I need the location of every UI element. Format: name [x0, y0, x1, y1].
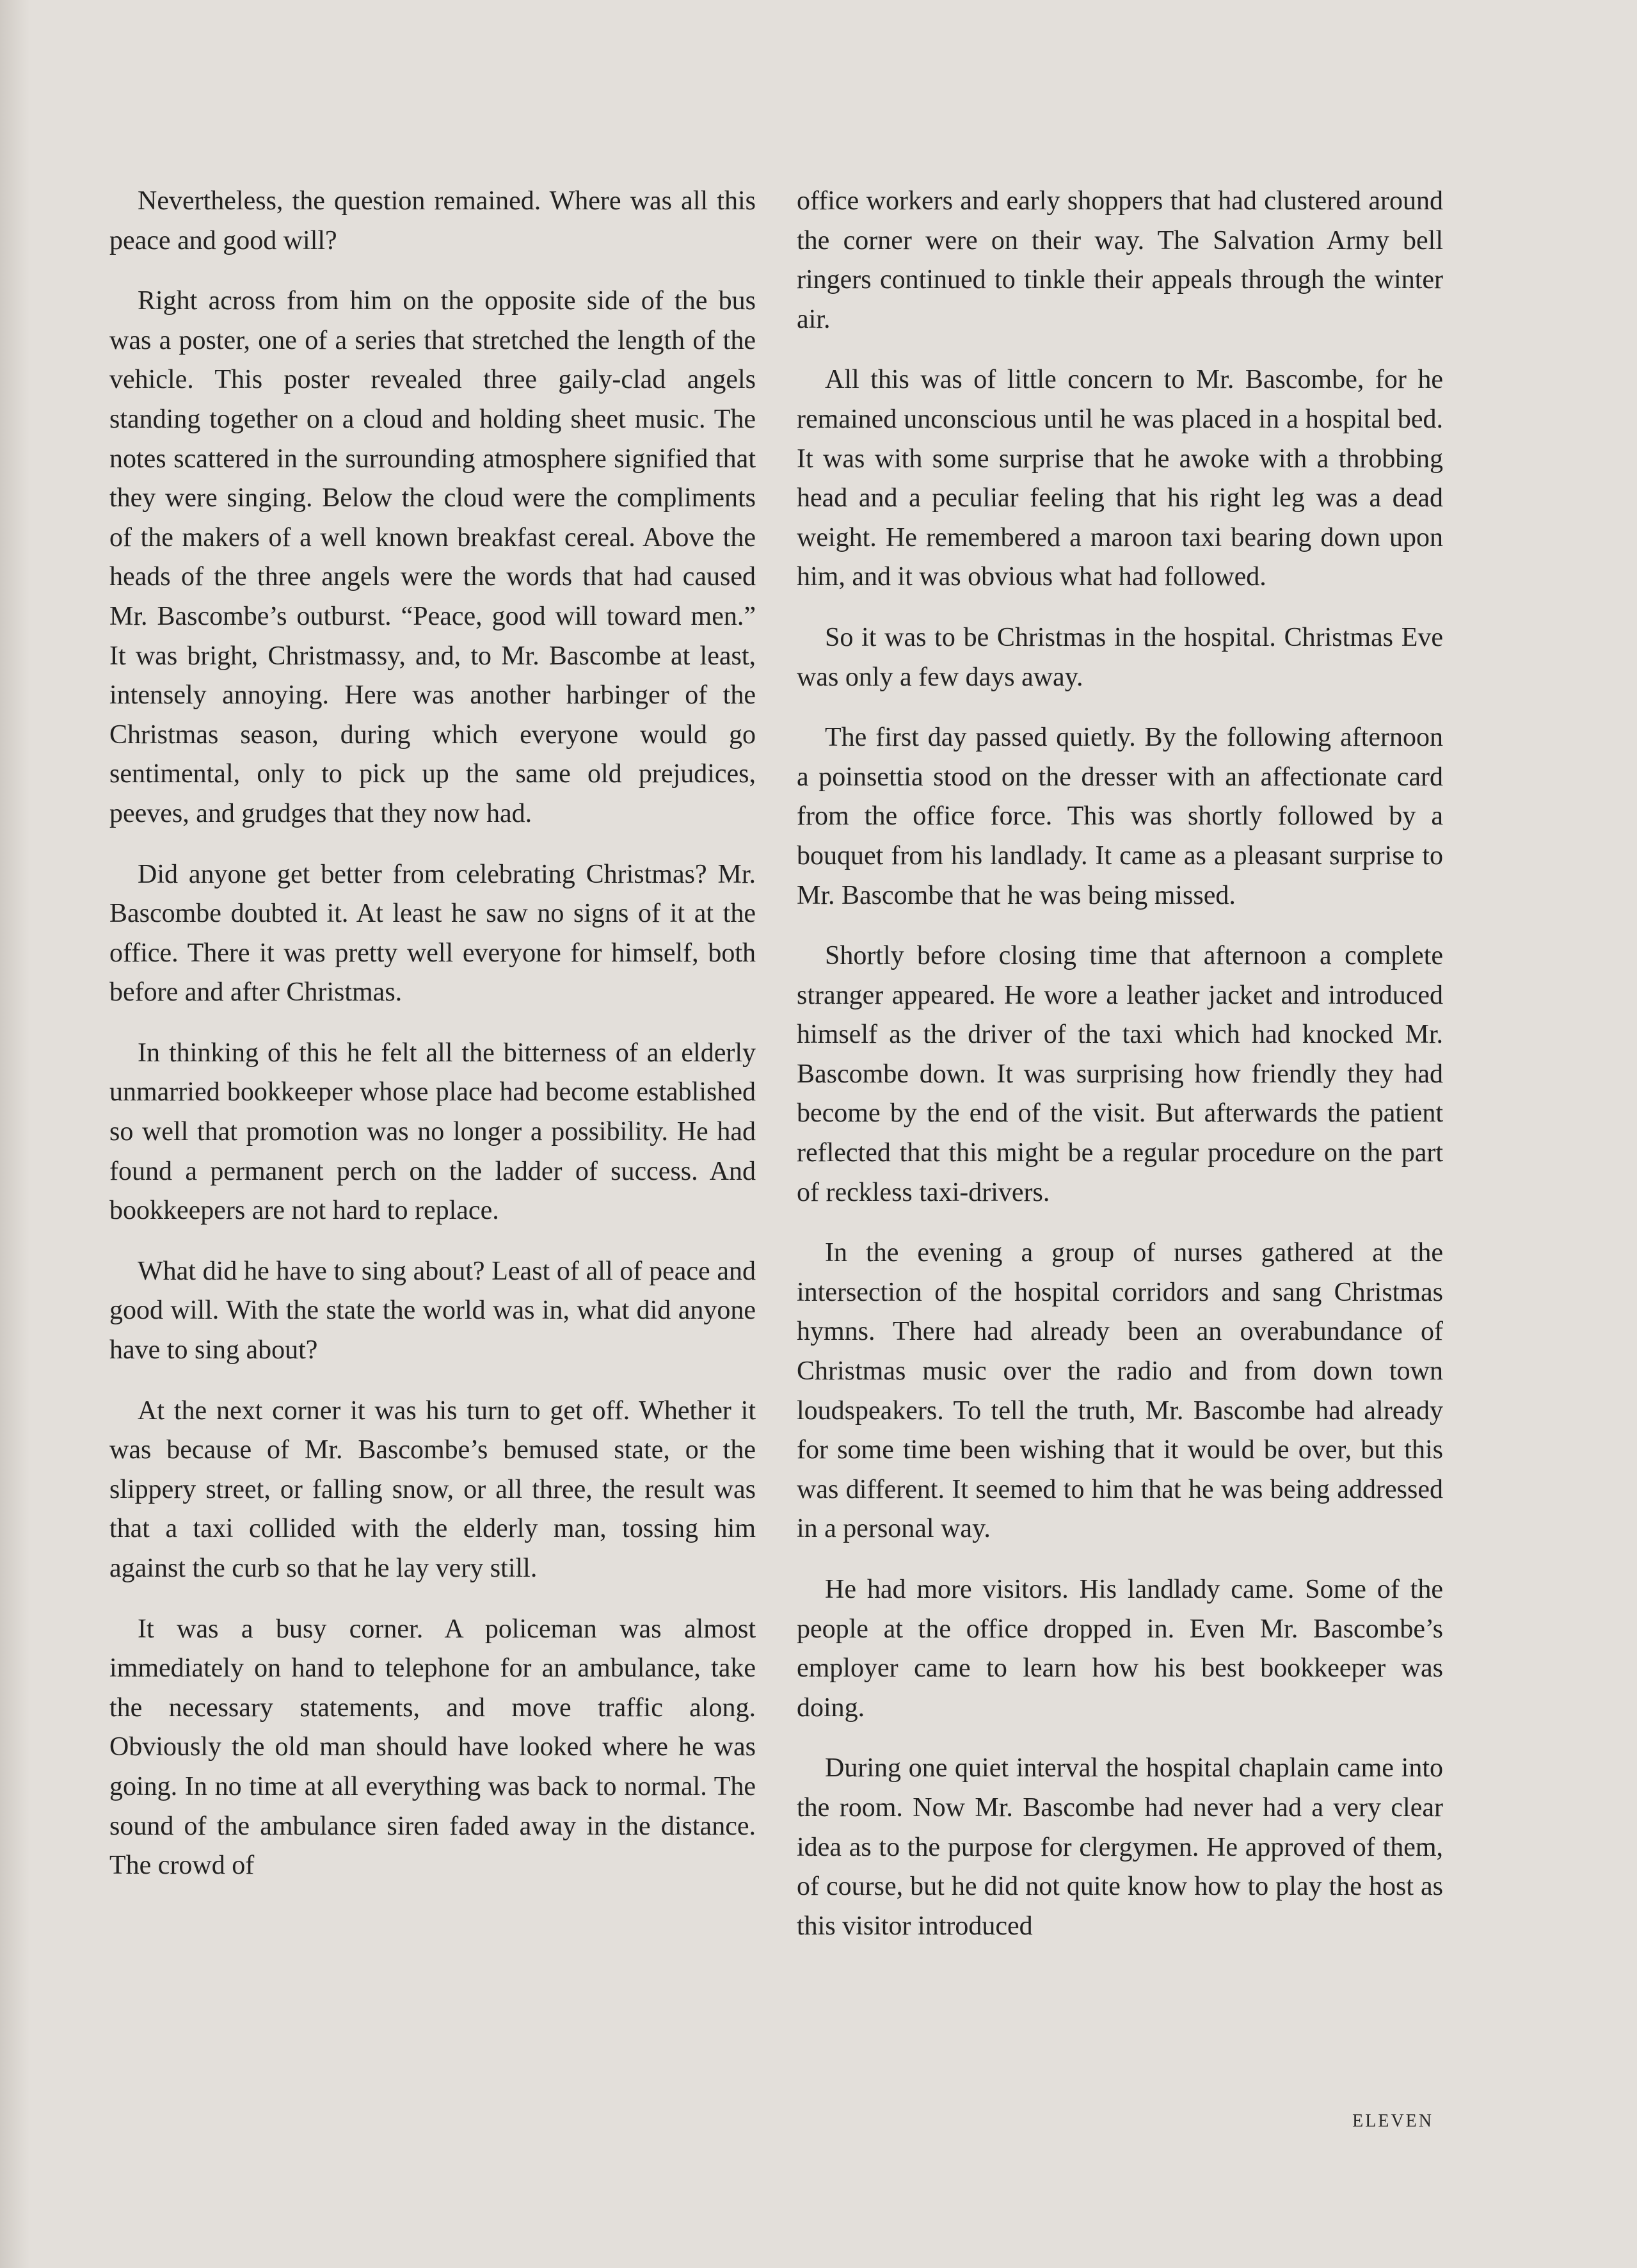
paragraph: The first day passed quietly. By the following afternoon a poinsettia stood on the dresser with an affectionate card from the office force. This was shortly followed by a bouquet from his landlady. It came as a pleasant surprise to Mr. Bascombe that he was being missed. [797, 723, 1443, 910]
paragraph: During one quiet interval the hospital chaplain came into the room. Now Mr. Bascombe had never had a very clear idea as to the purpose for clergymen. He approved of them, of course, but he did not quite know how to play the host as this visitor introduced [797, 1753, 1443, 1941]
paragraph: He had more visitors. His landlady came. Some of the people at the office dropped in. Even Mr. Bascombe’s employer came to learn how his best bookkeeper was doing. [797, 1575, 1443, 1723]
paragraph: Shortly before closing time that afternoon a complete stranger appeared. He wore a leather jacket and introduced himself as the driver of the taxi which had knocked Mr. Bascombe down. It was surprising how friendly they had become by the end of the visit. But afterwards the patient reflected that this might be a regular procedure on the part of reckless taxi-drivers. [797, 941, 1443, 1207]
paragraph: It was a busy corner. A policeman was almost immediately on hand to telephone for an ambulance, take the necessary statements, and move traffic along. Obviously the old man should have looked where he was going. In no time at all everything was back to normal. The sound of the ambulance siren faded away in the distance. The crowd of [109, 1614, 756, 1881]
page-edge-shadow [0, 0, 29, 2268]
paragraph: At the next corner it was his turn to get off. Whether it was because of Mr. Bascombe’s bemused state, or the slippery street, or falling snow, or all three, the result was that a taxi collided with the elderly man, tossing him against the curb so that he lay very still. [109, 1395, 756, 1583]
paragraph: In thinking of this he felt all the bitterness of an elderly unmarried bookkeeper whose place had become established so well that promotion was no longer a possibility. He had found a permanent perch on the ladder of success. And bookkeepers are not hard to replace. [109, 1038, 756, 1226]
paragraph: Nevertheless, the question remained. Where was all this peace and good will? [109, 186, 756, 255]
continued-paragraph: office workers and early shoppers that had clustered around the corner were on their way. The Salvation Army bell ringers continued to tinkle their appeals through the winter air. [797, 186, 1443, 334]
paragraph: What did he have to sing about? Least of all of peace and good will. With the state the world was in, what did anyone have to sing about? [109, 1256, 756, 1365]
paragraph: So it was to be Christmas in the hospital. Christmas Eve was only a few days away. [797, 622, 1443, 692]
right-text-column [797, 182, 1443, 1967]
paragraph: In the evening a group of nurses gathered at the intersection of the hospital corridors and sang Christmas hymns. There had already been an overabundance of Christmas music over the radio and from down town loudspeakers. To tell the truth, Mr. Bascombe had already for some time been wishing that it would be over, but this was different. It seemed to him that he was being addressed in a personal way. [797, 1238, 1443, 1544]
paragraph: All this was of little concern to Mr. Bascombe, for he remained unconscious until he was placed in a hospital bed. It was with some surprise that he awoke with a throbbing head and a peculiar feeling that his right leg was a dead weight. He remembered a maroon taxi bearing down upon him, and it was obvious what had followed. [797, 365, 1443, 592]
paragraph: Did anyone get better from celebrating Christmas? Mr. Bascombe doubted it. At least he saw no signs of it at the office. There it was pretty well everyone for himself, both before and after Christmas. [109, 859, 756, 1008]
left-text-column [109, 182, 756, 1907]
paragraph: Right across from him on the opposite side of the bus was a poster, one of a series that stretched the length of the vehicle. This poster revealed three gaily-clad angels standing together on a cloud and holding sheet music. The notes scattered in the surrounding atmosphere signified that they were singing. Below the cloud were the compliments of the makers of a well known breakfast cereal. Above the heads of the three angels were the words that had caused Mr. Bascombe’s outburst. “Peace, good will toward men.” It was bright, Christmassy, and, to Mr. Bascombe at least, intensely annoying. Here was another harbinger of the Christmas season, during which everyone would go sentimental, only to pick up the same old prejudices, peeves, and grudges that they now had. [109, 286, 756, 828]
page-number: ELEVEN [1352, 2111, 1433, 2131]
